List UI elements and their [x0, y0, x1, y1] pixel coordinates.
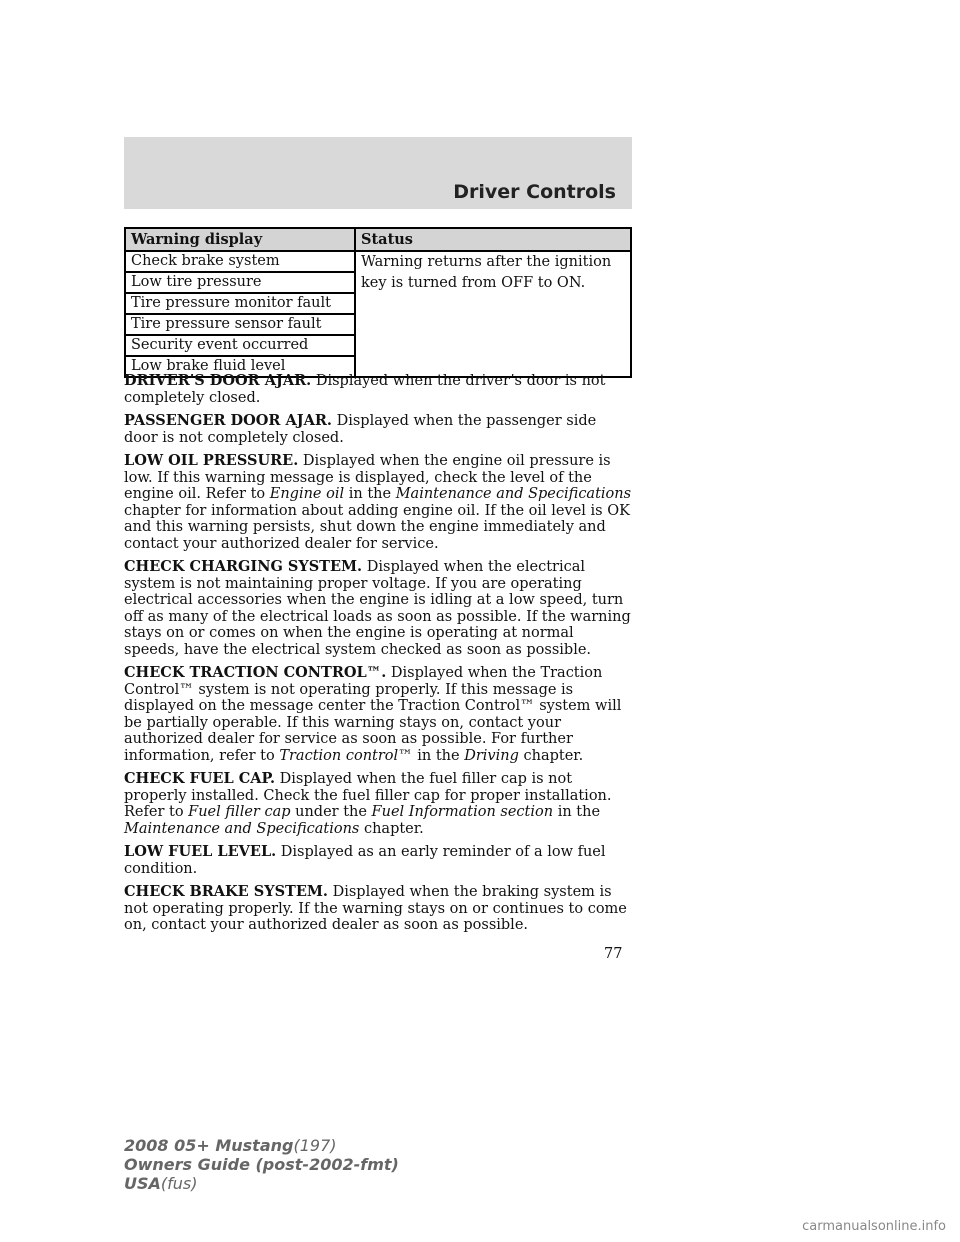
footer-line: 2008 05+ Mustang(197)	[124, 1136, 337, 1155]
table-row	[125, 251, 631, 272]
paragraph-check-fuel-cap: CHECK FUEL CAP. Displayed when the fuel filler cap is not properly installed. Check the fuel filler cap for proper installation. Refer to Fuel filler cap under the Fuel Information section in the Maintenance and Specifications chapter.	[124, 770, 612, 837]
paragraph-heading: CHECK TRACTION CONTROL™.	[124, 664, 387, 681]
cross-reference: Engine oil	[269, 486, 345, 502]
paragraph-passenger-door-ajar: PASSENGER DOOR AJAR. Displayed when the passenger side door is not completely closed.	[124, 412, 597, 446]
cross-reference: Fuel filler cap	[188, 804, 291, 820]
watermark: carmanualsonline.info	[802, 1219, 946, 1234]
cross-reference: Driving	[464, 747, 519, 764]
table-cell-warning: Low tire pressure	[125, 272, 355, 293]
paragraph-check-charging-system: CHECK CHARGING SYSTEM. Displayed when the electrical system is not maintaining proper voltage. If you are operating electrical accessories when the engine is idling at a low speed, turn off as many of the electrical loads as soon as possible. If the warning stays on or comes on when the engine is operating at normal speeds, have the electrical system checked as soon as possible.	[124, 558, 631, 658]
paragraph-heading: LOW FUEL LEVEL.	[124, 843, 277, 860]
paragraph-check-brake-system: CHECK BRAKE SYSTEM. Displayed when the braking system is not operating properly. If the warning stays on or continues to come on, contact your authorized dealer as soon as possible.	[124, 883, 627, 933]
cross-reference: Fuel Information section	[371, 804, 554, 820]
paragraph-heading: DRIVER’S DOOR AJAR.	[124, 372, 312, 389]
page-number: 77	[604, 946, 623, 962]
footer-line: USA(fus)	[124, 1174, 198, 1193]
paragraph-heading: PASSENGER DOOR AJAR.	[124, 412, 332, 429]
table-cell-status: Warning returns after the ignition key is turned from OFF to ON.	[355, 251, 631, 377]
paragraph-low-fuel-level: LOW FUEL LEVEL. Displayed as an early reminder of a low fuel condition.	[124, 843, 606, 877]
column-header-status: Status	[355, 228, 631, 251]
header-band	[124, 137, 632, 209]
paragraph-heading: LOW OIL PRESSURE.	[124, 452, 299, 469]
paragraph-heading: CHECK FUEL CAP.	[124, 770, 276, 787]
warning-display-table	[124, 227, 632, 378]
table-cell-warning: Tire pressure monitor fault	[125, 293, 355, 314]
cross-reference: Maintenance and Specifications	[395, 486, 632, 502]
paragraph-heading: CHECK BRAKE SYSTEM.	[124, 883, 328, 900]
paragraph-low-oil-pressure: LOW OIL PRESSURE. Displayed when the engine oil pressure is low. If this warning message is displayed, check the level of the engine oil. Refer to Engine oil in the Maintenance and Specifications chapter for information about adding engine oil. If the oil level is OK and this warning persists, shut down the engine immediately and contact your authorized dealer for service.	[124, 452, 632, 552]
paragraph-check-traction-control: CHECK TRACTION CONTROL™. Displayed when the Traction Control™ system is not operating properly. If this message is displayed on the message center the Traction Control™ system will be partially operable. If this warning stays on, contact your authorized dealer for service as soon as possible. For further information, refer to Traction control™ in the Driving chapter.	[124, 664, 622, 764]
table-cell-warning: Check brake system	[125, 251, 355, 272]
table-cell-warning: Security event occurred	[125, 335, 355, 356]
body-text	[124, 373, 632, 941]
cross-reference: Traction control™	[279, 747, 413, 764]
column-header-warning: Warning display	[125, 228, 355, 251]
table-cell-warning: Tire pressure sensor fault	[125, 314, 355, 335]
table-header-row	[125, 228, 631, 251]
document-footer	[124, 1136, 399, 1193]
page-title: Driver Controls	[453, 181, 616, 203]
cross-reference: Maintenance and Specifications	[124, 820, 360, 837]
paragraph-heading: CHECK CHARGING SYSTEM.	[124, 558, 363, 575]
footer-line: Owners Guide (post-2002-fmt)	[124, 1155, 399, 1174]
table-cell-warning: Low brake fluid level	[125, 356, 355, 377]
paragraph-drivers-door-ajar: DRIVER’S DOOR AJAR. Displayed when the driver’s door is not completely closed.	[124, 372, 606, 406]
